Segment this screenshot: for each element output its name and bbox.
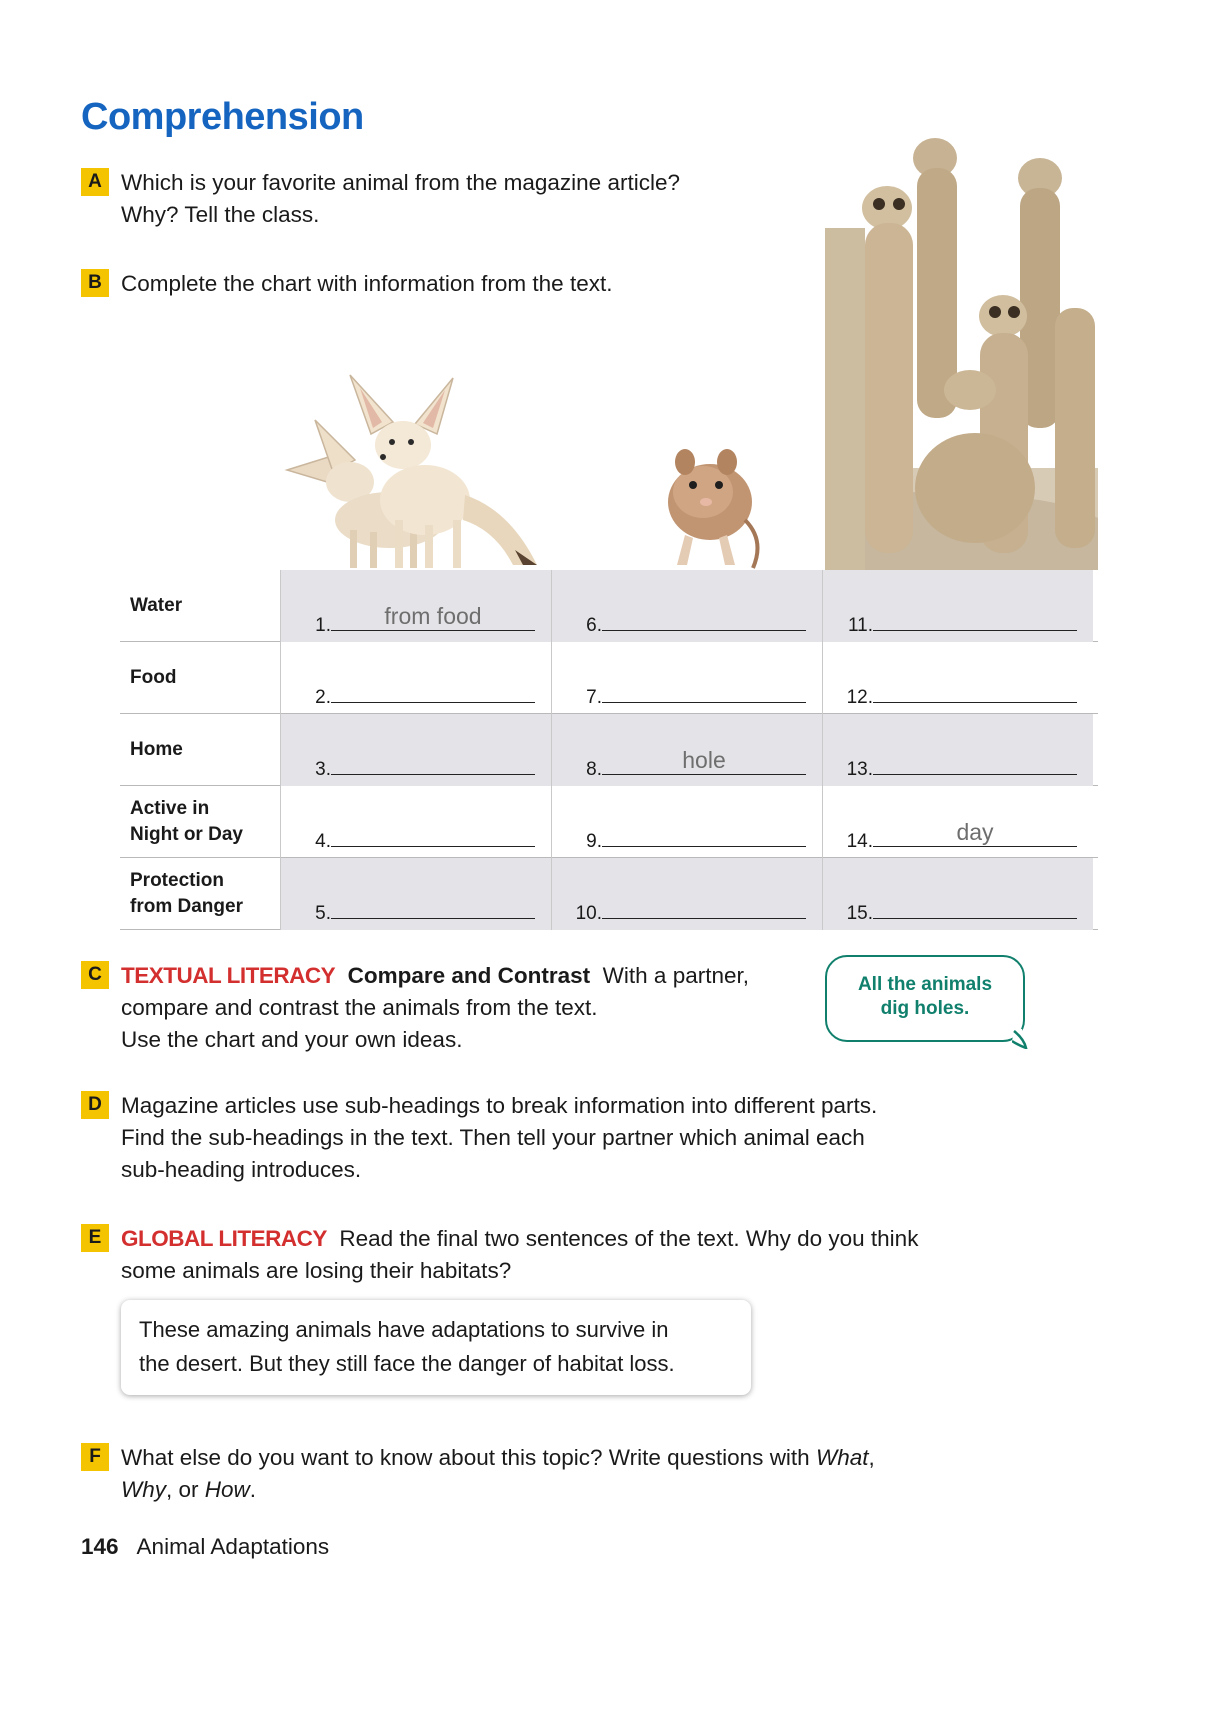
bubble-line1: All the animals (857, 974, 993, 995)
word-why: Why (121, 1477, 166, 1502)
answer-line (602, 630, 806, 631)
word-what: What (815, 1445, 869, 1470)
question-b-text: Complete the chart with information from the text. (121, 271, 613, 296)
question-d-line3: sub-heading introduces. (121, 1157, 362, 1182)
speech-bubble-tail (1012, 1027, 1036, 1049)
question-f-sep1: , (868, 1445, 875, 1470)
chart-cell[interactable] (822, 858, 1093, 930)
answer-line (331, 702, 535, 703)
chart-row (120, 714, 1098, 786)
chart-cell[interactable] (551, 786, 822, 858)
chart-cell[interactable] (280, 570, 551, 642)
item-number: 15. (846, 903, 873, 924)
chart-row-label (130, 714, 280, 786)
question-a-line1: Which is your favorite animal from the magazine article? (121, 170, 680, 195)
item-number: 1. (315, 615, 331, 636)
item-number: 13. (846, 759, 873, 780)
answer-line (873, 702, 1077, 703)
page-footer (81, 1534, 329, 1560)
question-letter-f: F (81, 1443, 109, 1471)
page-number: 146 (81, 1534, 119, 1559)
row-label-line1: Water (130, 595, 183, 616)
chart-cell[interactable] (551, 570, 822, 642)
chart-cell[interactable] (551, 714, 822, 786)
textual-literacy-tag: TEXTUAL LITERACY (121, 963, 336, 988)
question-a (81, 167, 680, 231)
question-c-line1: With a partner, (602, 963, 749, 988)
item-number: 4. (315, 831, 331, 852)
chart-cell[interactable] (280, 642, 551, 714)
speech-bubble (825, 955, 1025, 1042)
item-number: 3. (315, 759, 331, 780)
question-f (81, 1442, 875, 1506)
chart-row-label (130, 786, 280, 858)
item-number: 2. (315, 687, 331, 708)
example-answer: hole (682, 747, 726, 773)
chart-row-label (130, 570, 280, 642)
question-letter-a: A (81, 168, 109, 196)
chart-cell[interactable] (822, 570, 1093, 642)
chart-row-label (130, 858, 280, 930)
chart-cell[interactable] (551, 858, 822, 930)
item-number: 9. (586, 831, 602, 852)
answer-line (873, 630, 1077, 631)
item-number: 11. (847, 615, 873, 636)
answer-line (331, 918, 535, 919)
chart-cell[interactable] (822, 786, 1093, 858)
question-c (81, 960, 749, 1056)
question-letter-b: B (81, 269, 109, 297)
answer-line (873, 918, 1077, 919)
quote-line2: the desert. But they still face the danger of habitat loss. (139, 1351, 675, 1376)
answer-line (602, 774, 806, 775)
bubble-line2: dig holes. (880, 998, 970, 1019)
item-number: 8. (586, 759, 602, 780)
question-letter-e: E (81, 1224, 109, 1252)
item-number: 6. (586, 615, 602, 636)
row-label-line2: Night or Day (130, 824, 243, 845)
question-f-end: . (249, 1477, 257, 1502)
answer-line (873, 846, 1077, 847)
quote-line1: These amazing animals have adaptations to survive in (139, 1317, 669, 1342)
global-literacy-tag: GLOBAL LITERACY (121, 1226, 327, 1251)
item-number: 14. (846, 831, 873, 852)
question-b (81, 268, 612, 300)
row-label-line1: Home (130, 739, 183, 760)
chart-row (120, 858, 1098, 930)
item-number: 10. (575, 903, 602, 924)
question-letter-c: C (81, 961, 109, 989)
item-number: 7. (586, 687, 602, 708)
question-c-line2: compare and contrast the animals from the text. (121, 995, 598, 1020)
question-a-line2: Why? Tell the class. (121, 202, 320, 227)
jerboa-image (635, 440, 775, 570)
row-label-line1: Food (130, 667, 177, 688)
question-d-line1: Magazine articles use sub-headings to break information into different parts. (121, 1093, 878, 1118)
answer-line (602, 918, 806, 919)
item-number: 12. (846, 687, 873, 708)
chart-row-label (130, 642, 280, 714)
chart-cell[interactable] (822, 714, 1093, 786)
item-number: 5. (315, 903, 331, 924)
fennec-fox-image (275, 360, 545, 570)
chart-cell[interactable] (551, 642, 822, 714)
chart-cell[interactable] (280, 714, 551, 786)
page-title: Comprehension (81, 96, 364, 138)
question-e (81, 1223, 918, 1287)
chart-row (120, 642, 1098, 714)
example-answer: day (956, 819, 994, 845)
answer-line (331, 846, 535, 847)
question-f-sep2: , or (166, 1477, 205, 1502)
question-letter-d: D (81, 1091, 109, 1119)
chart-row (120, 786, 1098, 858)
chart-row (120, 570, 1098, 642)
chart-cell[interactable] (822, 642, 1093, 714)
answer-line (331, 630, 535, 631)
question-e-line2: some animals are losing their habitats? (121, 1258, 512, 1283)
question-c-line3: Use the chart and your own ideas. (121, 1027, 463, 1052)
chart-cell[interactable] (280, 786, 551, 858)
compare-contrast-heading: Compare and Contrast (347, 963, 591, 988)
chart-cell[interactable] (280, 858, 551, 930)
example-answer: from food (384, 603, 482, 629)
question-e-line1: Read the final two sentences of the text. Why do you think (339, 1226, 919, 1251)
row-label-line1: Active in (130, 798, 210, 819)
row-label-line1: Protection (130, 870, 224, 891)
answer-line (873, 774, 1077, 775)
word-how: How (204, 1477, 250, 1502)
quote-box (121, 1300, 751, 1395)
question-d (81, 1090, 877, 1186)
question-d-line2: Find the sub-headings in the text. Then tell your partner which animal each (121, 1125, 865, 1150)
meerkats-image (825, 128, 1098, 570)
answer-line (331, 774, 535, 775)
unit-title: Animal Adaptations (136, 1534, 330, 1559)
answer-line (602, 846, 806, 847)
question-f-line1: What else do you want to know about this topic? Write questions with (121, 1445, 816, 1470)
row-label-line2: from Danger (130, 896, 243, 917)
answer-line (602, 702, 806, 703)
